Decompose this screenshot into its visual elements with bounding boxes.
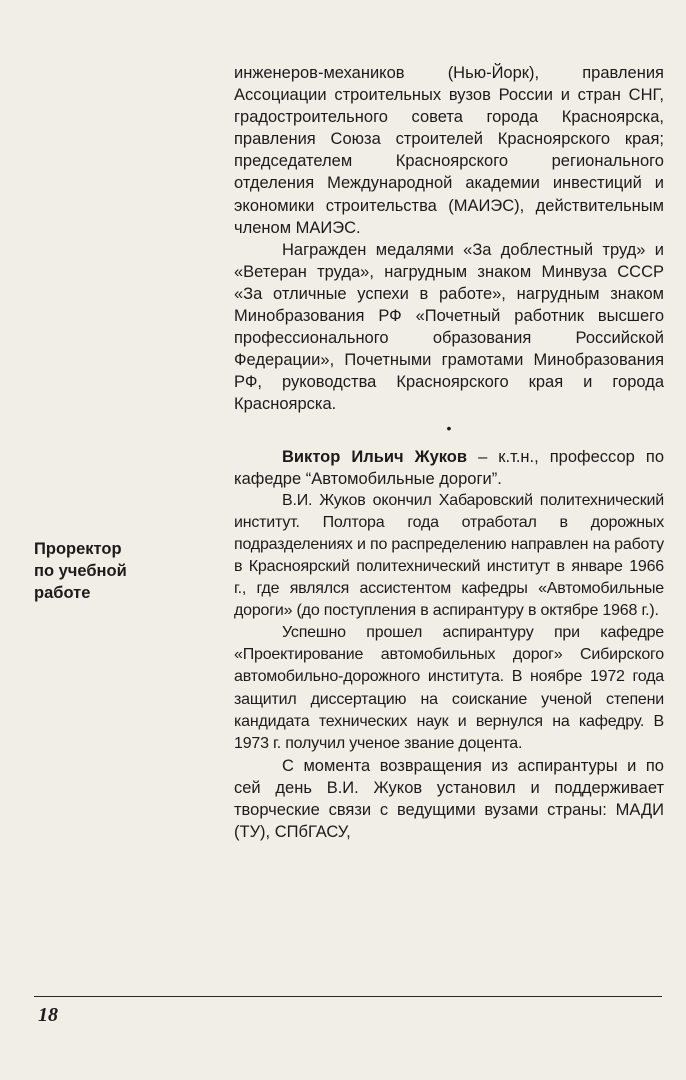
paragraph-postgraduate: Успешно прошел аспирантуру при кафедре «Проектирование автомобильных дорог» Сибирского автомобильно-дорожного института. В ноябре 1972 года защитил диссертацию на соискание ученой степени кандидата технических наук и вернулся на кафедру. В 1973 г. получил ученое звание доцента. <box>234 624 664 752</box>
person-title: – к.т.н., профессор по кафедре “Автомобильные дороги”. <box>234 447 664 488</box>
paragraph-intro <box>234 446 664 490</box>
page-number: 18 <box>38 1004 58 1026</box>
paragraph-connections: С момента возвращения из аспирантуры и по сей день В.И. Жуков установил и поддерживает творческие связи с ведущими вузами страны: МАДИ (ТУ), СПбГАСУ, <box>234 756 664 842</box>
sidebar-position-title: Проректор по учебной работе <box>34 540 127 602</box>
main-text-column <box>234 62 664 843</box>
section-separator: • <box>446 419 452 436</box>
footer-rule <box>34 996 662 997</box>
paragraph-memberships: инженеров-механиков (Нью-Йорк), правления Ассоциации строительных вузов России и стран СНГ, градостроительного совета города Красноярска, правления Союза строителей Красноярского края; председателем Красноярского регионального отделения Международной академии инвестиций и экономики строительства (МАИЭС), действительным членом МАИЭС. <box>234 64 664 237</box>
paragraph-awards: Награжден медалями «За доблестный труд» и «Ветеран труда», нагрудным знаком Минвуза СССР «За отличные успехи в работе», нагрудным знаком Минобразования РФ «Почетный работник высшего профессионального образования Российской Федерации», Почетными грамотами Минобразования РФ, руководства Красноярского края и города Красноярска. <box>234 240 664 414</box>
paragraph-education: В.И. Жуков окончил Хабаровский политехнический институт. Полтора года отработал в дорожных подразделениях и по распределению направлен на работу в Красноярский политехнический институт в январе 1966 г., где являлся ассистентом кафедры «Автомобильные дороги» (до поступления в аспирантуру в октябре 1968 г.). <box>234 491 664 620</box>
person-name: Виктор Ильич Жуков <box>282 447 468 466</box>
